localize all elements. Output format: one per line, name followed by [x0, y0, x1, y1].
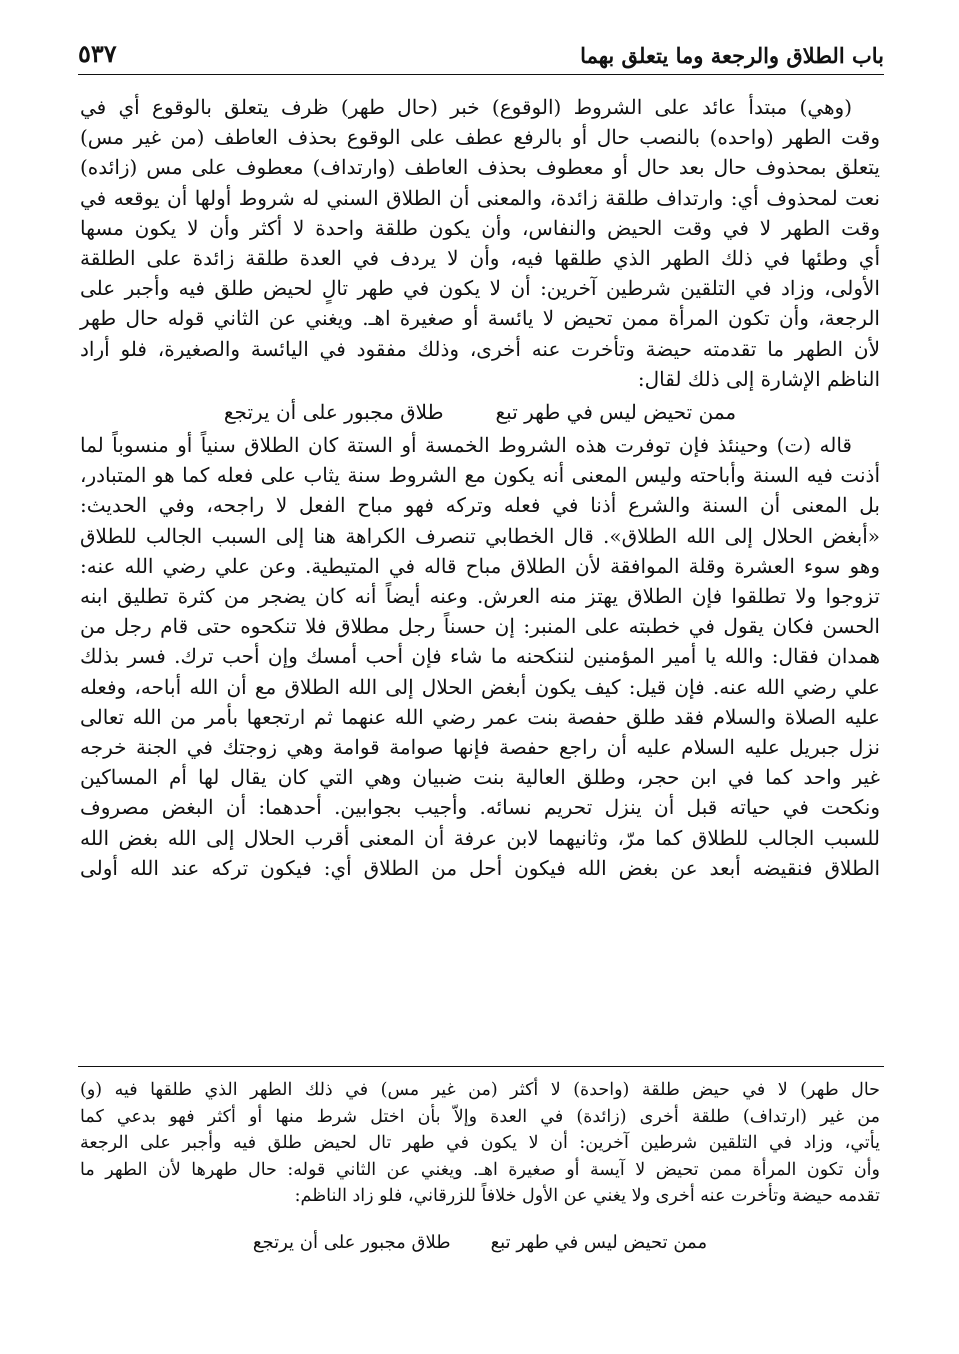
text-line: الرجعة، وأن تكون المرأة ممن تحيض لا يائسة أو صغيرة اهـ. ويغني عن الثاني قوله حال طهر [80, 306, 880, 331]
text-line: تزوجوا ولا تطلقوا فإن الطلاق يهتز منه العرش. وعنه أيضاً أنه كان يضجر من كثرة تطليق ابنه [80, 584, 880, 609]
text-line: علي رضي الله عنه. فإن قيل: كيف يكون أبغض الحلال إلى الله الطلاق مع أن الله أباحه، وفعله [80, 674, 880, 699]
page-number: ٥٣٧ [78, 39, 117, 68]
footnote-line: من غير (ارتداف) طلقة أخرى (زائدة) في العدة وإلاّ بأن اختل شرط منها أو أكثر فهو بدعي كما [80, 1106, 880, 1127]
text-line: الأولى، وزاد في التلقين شرطين آخرين: أن لا يكون في طهر تالٍ لحيض طلق فيه وأجبر على [80, 276, 880, 301]
text-line: الطلاق فنقيضه أبعد عن بغض الله فيكون أحل من الطلاق أي: فيكون تركه عند الله أولى [80, 855, 880, 880]
text-line: نزل جبريل عليه السلام عليه أن راجع حفصة فإنها صوامة قوامة وهي زوجتك في الجنة خرجه [80, 735, 880, 760]
footnote [80, 1077, 880, 1261]
text-line: همدان فقال: والله يا أمير المؤمنين لننكحنه ما شاء فإن أحب أمسك وإن أحب ترك. فسر بذلك [80, 644, 880, 669]
text-line: وقت الطهر لا في وقت الحيض والنفاس، وأن يكون طلقة واحدة لا أكثر وأن لا يكون مسها [80, 215, 880, 240]
text-line: للسبب الجالب للطلاق كما مرّ، وثانيهما لابن عرفة أن المعنى أقرب الحلال إلى الله بغض الله [80, 825, 880, 850]
text-line: وهو سوء العشرة وقلة الموافقة لأن الطلاق مباح قاله في المتيطية. وعن علي رضي الله عنه: [80, 553, 880, 578]
page-header [78, 34, 884, 75]
text-line: أذنت فيه السنة وأباحته وليس المعنى أنه يكون مع الشروط سنة يثاب على فعله كما هو المتبادر، [80, 463, 880, 488]
text-line: الناظم الإشارة إلى ذلك لقال: [637, 366, 880, 391]
verse-hemistich-right: ممن تحيض ليس في طهر تبع [495, 400, 737, 425]
text-line: «أبغض الحلال إلى الله الطلاق». قال الخطابي تنصرف الكراهة هنا إلى السبب الجالب للطلاق [80, 523, 880, 548]
footnote-verse [80, 1228, 880, 1258]
footnote-line: تقدمه حيضة وتأخرت عنه أخرى ولا يغني عن الأول خلافاً للزرقاني، فلو زاد الناظم: [294, 1186, 880, 1206]
verse-hemistich-left: طلاق مجبور على أن يرتجع [223, 400, 444, 425]
verse-hemistich-left: طلاق مجبور على أن يرتجع [252, 1231, 451, 1253]
text-line: قاله (ت) وحينئذ فإن توفرت هذه الشروط الخمسة أو الستة كان الطلاق سنياً أو منسوباً لما [80, 433, 852, 458]
text-line: غير واحد كما في ابن حجر، وطلق العالية بنت ضبيان وهي التي كان يقال لها أم المساكين [80, 765, 880, 790]
footnote-line: يأتي، وزاد في التلقين شرطين آخرين: أن لا يكون في طهر تال لحيض طلق فيه وأجبر على الرجعة [80, 1133, 880, 1153]
footnote-divider [78, 1066, 884, 1067]
text-line: وقت الطهر (واحده) بالنصب حال أو بالرفع عطف على الوقوع بحذف العاطف (من غير مس) [80, 125, 880, 150]
running-title: باب الطلاق والرجعة وما يتعلق بهما [580, 43, 884, 68]
footnote-line: وأن تكون المرأة ممن تحيض لا آيسة أو صغيرة اهـ. ويغني عن الثاني قوله: حال طهرها لأن الطهر ما [80, 1159, 880, 1180]
text-line: أي وطئها في ذلك الطهر الذي طلقها فيه، وأن لا يردف في العدة طلقة زائدة على الطلقة [80, 246, 880, 271]
text-line: نعت لمحذوف أي: وارتداف طلقة زائدة، والمعنى أن الطلاق السني له شروط أولها أن يوقعه في [80, 185, 880, 210]
text-line: يتعلق بمحذوف حال بعد حال أو معطوف بحذف العاطف (وارتداف) معطوف على مس (زائده) [80, 155, 880, 180]
text-line: (وهي) مبتدأ عائد على الشروط (الوقوع) خبر (حال طهر) ظرف يتعلق بالوقوع أي في [80, 95, 852, 119]
text-line: لأن الطهر ما تقدمته حيضة وتأخرت عنه أخرى، وذلك مفقود في اليائسة والصغيرة، فلو أراد [80, 336, 880, 361]
main-text [80, 92, 880, 883]
footnote-line: حال طهر) لا في حيض طلقة (واحدة) لا أكثر (من غير مس) في ذلك الطهر الذي طلقها فيه (و) [80, 1080, 880, 1100]
text-line: عليه الصلاة والسلام فقد طلق حفصة بنت عمر رضي الله عنهما ثم ارتجعها بأمر من الله تعالى [80, 704, 880, 729]
text-line: ونكحت في حياته قبل أن ينزل تحريم نسائه. وأجيب بجوابين. أحدهما: أن البغض مصروف [80, 795, 881, 820]
text-line: الحسن فكان يقول في خطبته على المنبر: إن حسناً رجل مطلاق فلا تنكحوه حتى قام رجل من [80, 614, 880, 639]
text-line: بل المعنى أن السنة والشرع أذنا في فعله وتركه فهو مباح الفعل لا راجحه، وفي الحديث: [80, 493, 880, 518]
verse-hemistich-right: ممن تحيض ليس في طهر تبع [490, 1231, 708, 1253]
verse [80, 397, 880, 427]
